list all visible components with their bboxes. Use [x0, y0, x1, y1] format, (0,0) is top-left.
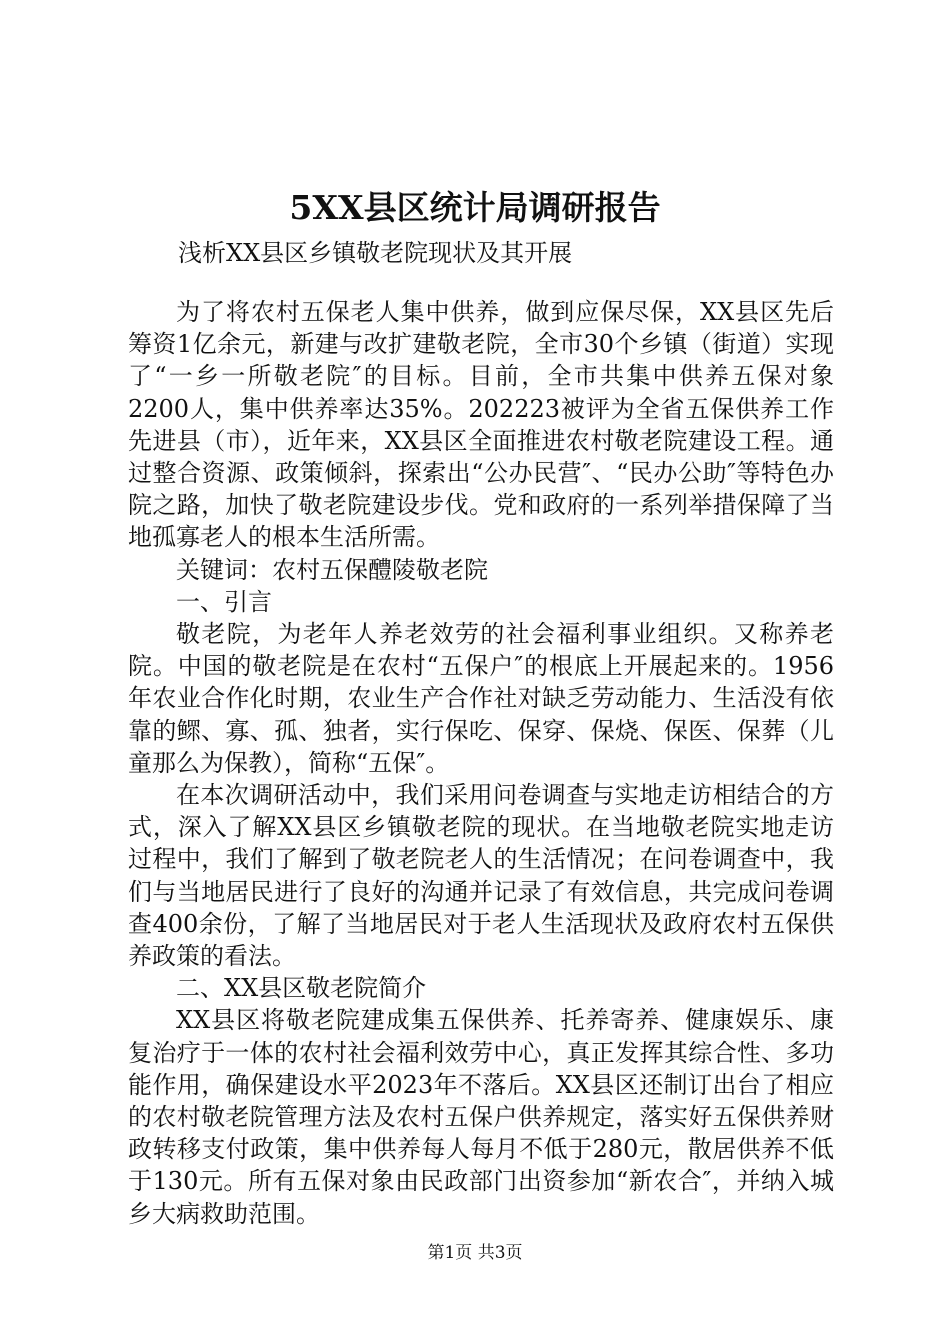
page-number: 第1页 共3页: [427, 1243, 523, 1263]
document-body: [128, 296, 834, 1230]
section-heading-overview: 二、XX县区敬老院简介: [176, 974, 427, 1003]
document-title: 5XX县区统计局调研报告: [289, 188, 661, 227]
paragraph-definition: 敬老院，为老年人养老效劳的社会福利事业组织。又称养老院。中国的敬老院是在农村“五保户″的根底上开展起来的。1956年农业合作化时期，农业生产合作社对缺乏劳动能力、生活没有依靠的鳏、寡、孤、独者，实行保吃、保穿、保烧、保医、保葬（儿童那么为保教），简称“五保″。: [128, 620, 834, 777]
section-heading-introduction: 一、引言: [176, 587, 272, 616]
paragraph-intro: 为了将农村五保老人集中供养，做到应保尽保，XX县区先后筹资1亿余元，新建与改扩建敬老院，全市30个乡镇（街道）实现了“一乡一所敬老院″的目标。目前，全市共集中供养五保对象2200人，集中供养率达35%。202223被评为全省五保供养工作先进县（市），近年来，XX县区全面推进农村敬老院建设工程。通过整合资源、政策倾斜，探索出“公办民营″、“民办公助″等特色办院之路，加快了敬老院建设步伐。党和政府的一系列举措保障了当地孤寡老人的根本生活所需。: [128, 298, 834, 552]
paragraph-survey: 在本次调研活动中，我们采用问卷调查与实地走访相结合的方式，深入了解XX县区乡镇敬老院的现状。在当地敬老院实地走访过程中，我们了解到了敬老院老人的生活情况；在问卷调查中，我们与当地居民进行了良好的沟通并记录了有效信息，共完成问卷调查400余份，了解了当地居民对于老人生活现状及政府农村五保供养政策的看法。: [128, 781, 834, 971]
paragraph-overview: XX县区将敬老院建成集五保供养、托养寄养、健康娱乐、康复治疗于一体的农村社会福利效劳中心，真正发挥其综合性、多功能作用，确保建设水平2023年不落后。XX县区还制订出台了相应的农村敬老院管理方法及农村五保户供养规定，落实好五保供养财政转移支付政策，集中供养每人每月不低于280元，散居供养不低于130元。所有五保对象由民政部门出资参加“新农合″，并纳入城乡大病救助范围。: [128, 1006, 834, 1228]
keywords-line: 关键词：农村五保醴陵敬老院: [176, 555, 488, 584]
document-subtitle: 浅析XX县区乡镇敬老院现状及其开展: [178, 239, 573, 267]
